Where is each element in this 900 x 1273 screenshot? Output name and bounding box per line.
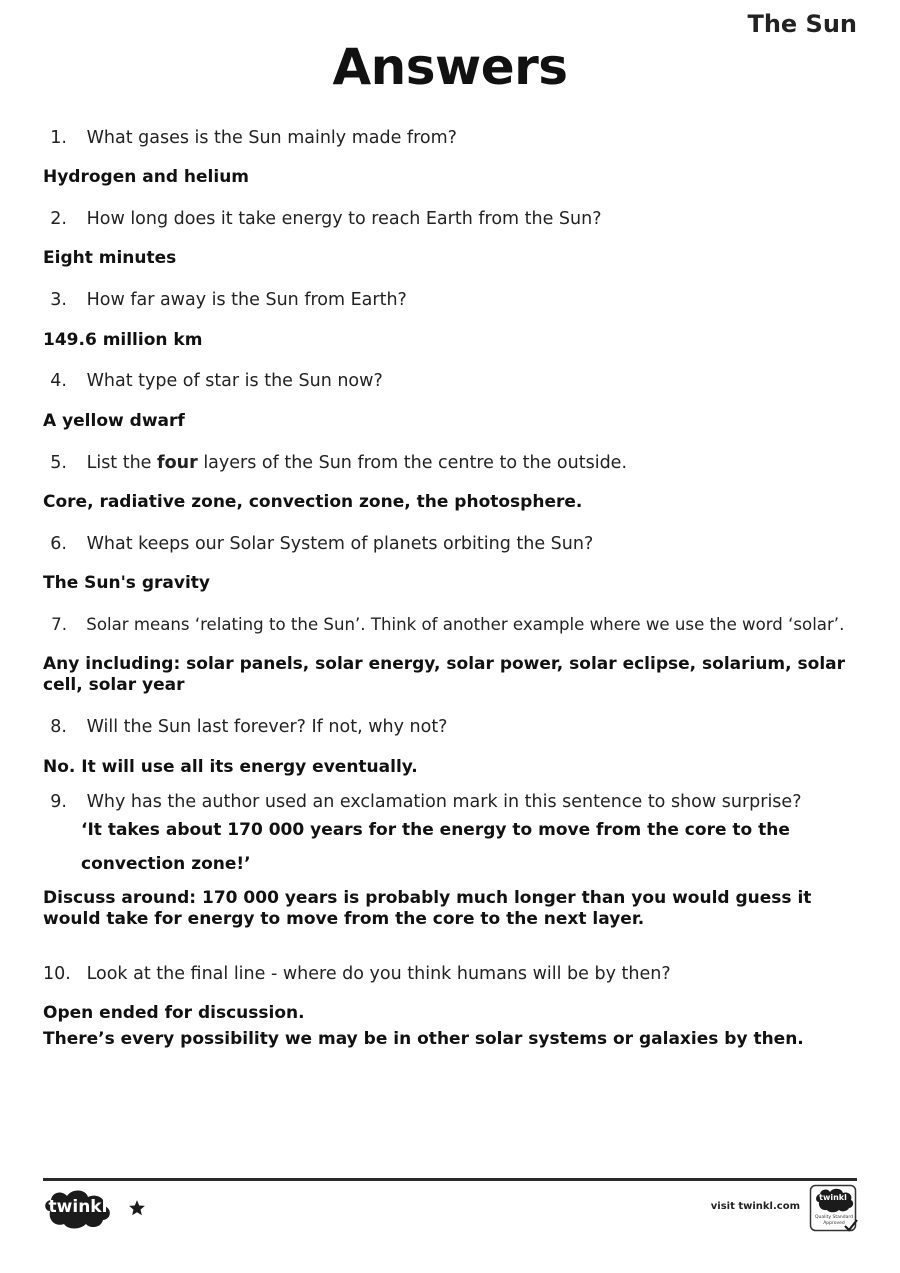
quality-badge xyxy=(809,1184,859,1238)
question-number: 3. xyxy=(50,290,67,310)
question-text: How long does it take energy to reach Earth from the Sun? xyxy=(86,209,602,229)
question-text: What keeps our Solar System of planets orbiting the Sun? xyxy=(86,534,594,554)
page-title: Answers xyxy=(332,38,568,96)
question-number: 9. xyxy=(50,792,67,812)
question-4 xyxy=(43,371,383,391)
twinkl-logo-text: twinkl xyxy=(48,1197,108,1217)
question-number: 6. xyxy=(50,534,67,554)
question-text: Solar means ‘relating to the Sun’. Think of another example where we use the word ‘solar’. xyxy=(86,615,845,634)
question-10 xyxy=(43,964,671,984)
answer-10-line-2: There’s every possibility we may be in other solar systems or galaxies by then. xyxy=(43,1029,804,1049)
question-text: What gases is the Sun mainly made from? xyxy=(86,128,457,148)
quote-line-1: ‘It takes about 170 000 years for the energy to move from the core to the xyxy=(81,820,790,840)
quote-line-2: convection zone!’ xyxy=(81,854,251,874)
answer-1: Hydrogen and helium xyxy=(43,167,250,187)
visit-link[interactable]: visit twinkl.com xyxy=(710,1201,800,1212)
answer-9: Discuss around: 170 000 years is probably much longer than you would guess it would take for energy to move from the core to the next layer. xyxy=(43,888,812,929)
answer-8: No. It will use all its energy eventually. xyxy=(43,757,418,777)
question-text xyxy=(87,453,627,473)
question-number: 1. xyxy=(50,128,67,148)
question-text: Look at the final line - where do you think humans will be by then? xyxy=(86,964,671,984)
answer-3: 149.6 million km xyxy=(43,330,203,350)
badge-caption-1: Quality Standard xyxy=(815,1215,853,1220)
question-number: 10. xyxy=(43,964,71,984)
question-text: Why has the author used an exclamation mark in this sentence to show surprise? xyxy=(86,792,802,812)
question-text-part: List the xyxy=(86,453,158,473)
question-number: 2. xyxy=(50,209,67,229)
star-icon xyxy=(128,1199,146,1221)
question-number: 5. xyxy=(50,453,67,473)
quality-badge-icon xyxy=(809,1184,859,1234)
question-9 xyxy=(43,792,801,812)
answer-5: Core, radiative zone, convection zone, the photosphere. xyxy=(43,492,583,512)
question-2 xyxy=(43,209,602,229)
question-1 xyxy=(43,128,457,148)
answer-6: The Sun's gravity xyxy=(43,573,210,593)
answer-2: Eight minutes xyxy=(43,248,177,268)
badge-logo-text: twinkl xyxy=(819,1193,847,1202)
question-8 xyxy=(43,717,447,737)
question-3 xyxy=(43,290,407,310)
question-number: 7. xyxy=(51,615,67,634)
footer-divider xyxy=(43,1178,857,1181)
question-text: Will the Sun last forever? If not, why not? xyxy=(86,717,448,737)
answer-4: A yellow dwarf xyxy=(43,411,185,431)
page-topic: The Sun xyxy=(747,10,857,38)
question-7 xyxy=(43,615,844,634)
question-text-part: layers of the Sun from the centre to the outside. xyxy=(197,453,628,473)
question-text: How far away is the Sun from Earth? xyxy=(86,290,407,310)
question-number: 8. xyxy=(50,717,67,737)
question-text: What type of star is the Sun now? xyxy=(86,371,383,391)
question-5 xyxy=(43,453,627,473)
question-number: 4. xyxy=(50,371,67,391)
question-6 xyxy=(43,534,593,554)
badge-caption-2: Approved xyxy=(823,1221,845,1226)
twinkl-logo[interactable] xyxy=(42,1187,114,1235)
question-text-emphasis: four xyxy=(157,453,198,473)
answer-10-line-1: Open ended for discussion. xyxy=(43,1003,305,1023)
answer-7: Any including: solar panels, solar energy, solar power, solar eclipse, solarium, solar cell, solar year xyxy=(43,654,846,695)
